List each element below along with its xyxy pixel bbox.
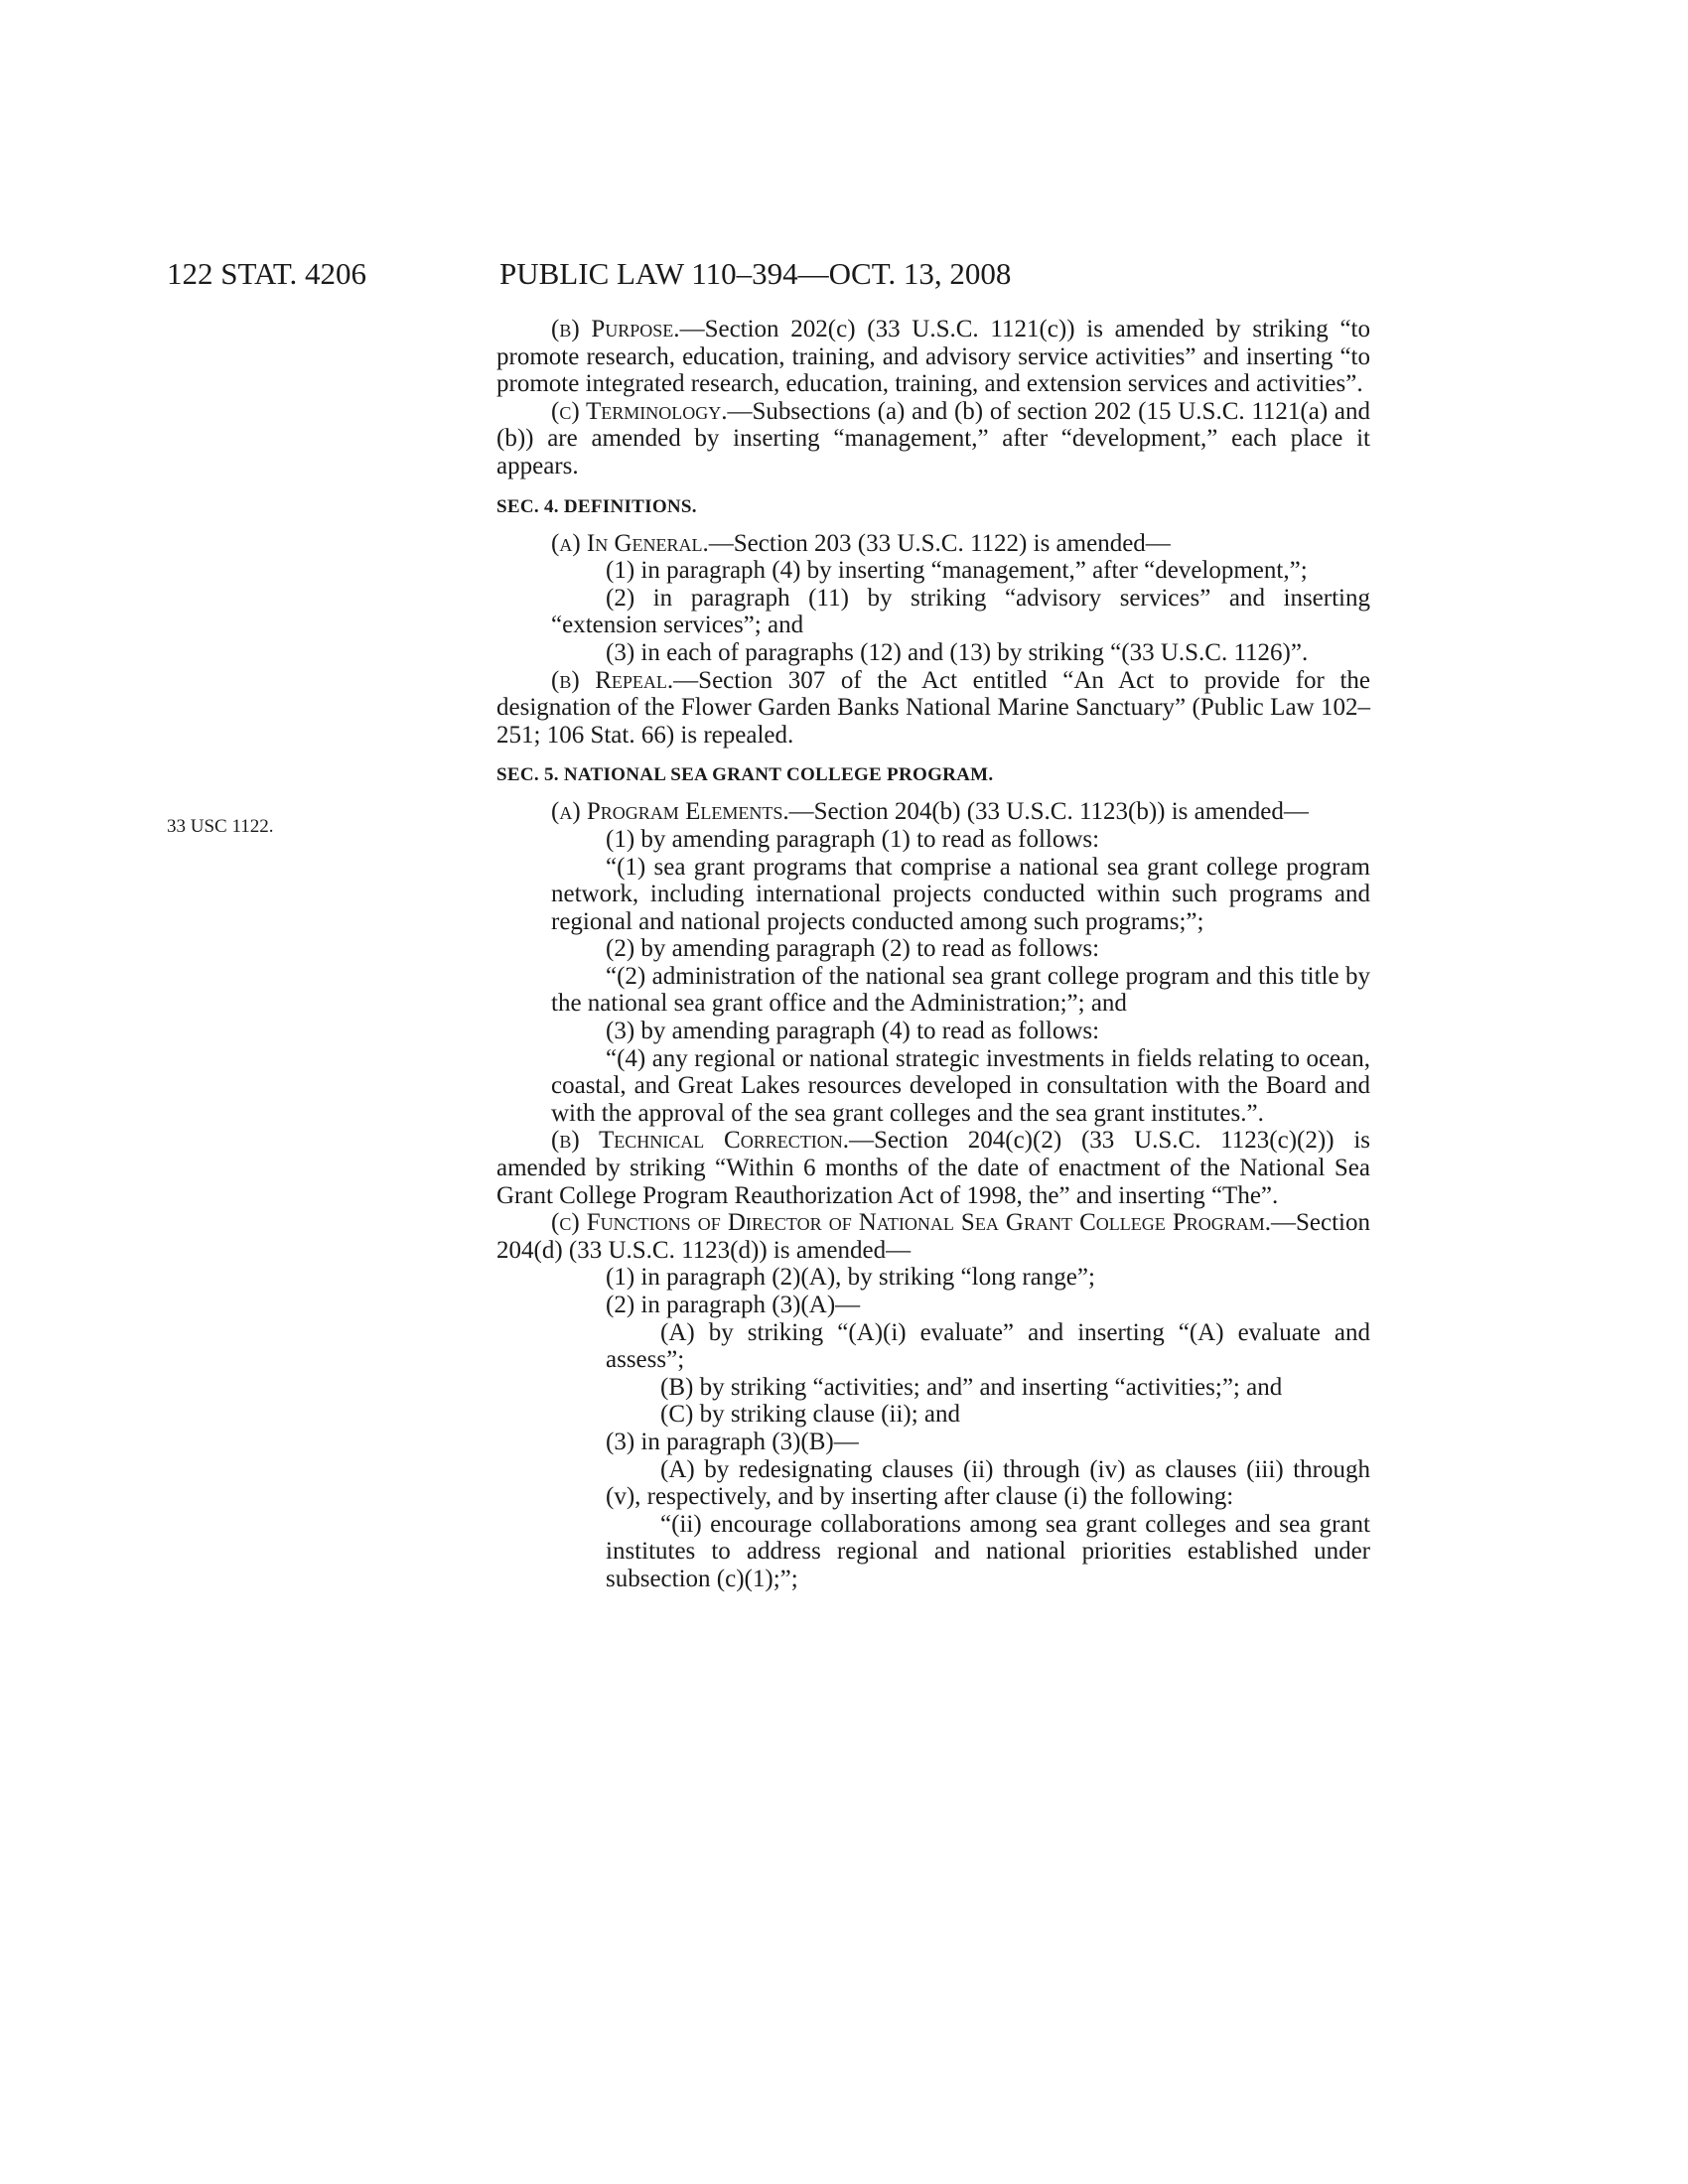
paragraph-functions-of-director <box>496 1209 1370 1264</box>
paragraph-text: —Section 307 of the Act entitled “An Act to provide for the designation of the Flower Garden Banks National Marine Sanctuary” (Public Law 102–251; 106 Stat. 66) is repealed. <box>496 666 1371 749</box>
paragraph-repeal <box>496 667 1370 750</box>
sub-list-item: (A) by striking “(A)(i) evaluate” and inserting “(A) evaluate and assess”; <box>606 1318 1370 1374</box>
subsection-heading: (a) Program Elements. <box>551 798 789 826</box>
paragraph-text: —Section 204(c)(2) (33 U.S.C. 1123(c)(2)) is amended by striking “Within 6 months of the date of enactment of the National Sea Grant College Program Reauthorization Act of 1998, the” and inserting “The”. <box>496 1127 1370 1209</box>
list-item: (3) by amending paragraph (4) to read as follows: <box>606 1018 1100 1045</box>
public-law-title: PUBLIC LAW 110–394—OCT. 13, 2008 <box>499 256 1012 291</box>
quoted-text: “(1) sea grant programs that comprise a national sea grant college program network, including international projects conducted within such programs and regional and national projects conducted among such programs;”; <box>551 853 1370 935</box>
paragraph-terminology <box>496 398 1370 480</box>
paragraph-program-elements <box>496 798 1370 826</box>
section-heading-sea-grant: SEC. 5. NATIONAL SEA GRANT COLLEGE PROGRAM. <box>496 764 994 786</box>
paragraph-text: —Section 204(b) (33 U.S.C. 1123(b)) is amended— <box>788 798 1309 826</box>
paragraph-purpose <box>496 316 1370 398</box>
list-item: (1) in paragraph (2)(A), by striking “long range”; <box>606 1264 1095 1292</box>
list-item: (2) by amending paragraph (2) to read as follows: <box>606 935 1100 963</box>
page-body <box>496 316 1370 1593</box>
list-item: (1) by amending paragraph (1) to read as follows: <box>606 825 1100 853</box>
paragraph-technical-correction <box>496 1127 1370 1209</box>
section-heading-definitions: SEC. 4. DEFINITIONS. <box>496 495 697 517</box>
subsection-heading: (c) Terminology. <box>551 397 728 425</box>
subsection-heading: (b) Repeal. <box>551 666 674 694</box>
sub-list-item: (B) by striking “activities; and” and inserting “activities;”; and <box>660 1373 1283 1401</box>
list-item: (1) in paragraph (4) by inserting “management,” after “development,”; <box>606 557 1308 585</box>
subsection-heading: (b) Purpose. <box>551 316 680 342</box>
list-item: (2) in paragraph (11) by striking “advisory services” and inserting “extension services”; and <box>551 584 1370 639</box>
quoted-text: “(2) administration of the national sea grant college program and this title by the national sea grant office and the Administration;”; and <box>551 962 1370 1018</box>
running-header <box>167 254 1370 294</box>
list-item: (3) in each of paragraphs (12) and (13) by striking “(33 U.S.C. 1126)”. <box>606 638 1309 666</box>
paragraph-text: —Section 204(d) (33 U.S.C. 1123(d)) is amended— <box>496 1209 1370 1264</box>
paragraph-text: —Subsections (a) and (b) of section 202 (15 U.S.C. 1121(a) and (b)) are amended by inserting “management,” after “development,” each place it appears. <box>496 397 1370 479</box>
quoted-text: “(ii) encourage collaborations among sea grant colleges and sea grant institutes to address regional and national priorities established under subsection (c)(1);”; <box>606 1510 1370 1592</box>
paragraph-in-general <box>496 530 1370 558</box>
stat-page-reference: 122 STAT. 4206 <box>167 256 367 291</box>
quoted-text: “(4) any regional or national strategic investments in fields relating to ocean, coastal, and Great Lakes resources developed in consultation with the Board and with the approval of the sea grant colleges and the sea grant institutes.”. <box>551 1044 1370 1127</box>
list-item: (3) in paragraph (3)(B)— <box>606 1428 859 1455</box>
subsection-heading: (c) Functions of Director of National Sea Grant College Program. <box>551 1209 1271 1237</box>
subsection-heading: (b) Technical Correction. <box>551 1127 849 1155</box>
list-item: (2) in paragraph (3)(A)— <box>606 1292 861 1318</box>
subsection-heading: (a) In General. <box>551 529 709 557</box>
sub-list-item: (C) by striking clause (ii); and <box>660 1401 961 1429</box>
paragraph-text: —Section 202(c) (33 U.S.C. 1121(c)) is amended by striking “to promote research, education, training, and advisory service activities” and inserting “to promote integrated research, education, training, and extension services and activities”. <box>496 316 1370 398</box>
sub-list-item: (A) by redesignating clauses (ii) through (iv) as clauses (iii) through (v), respectively, and by inserting after clause (i) the following: <box>606 1455 1370 1511</box>
margin-citation: 33 USC 1122. <box>167 816 274 837</box>
paragraph-text: —Section 203 (33 U.S.C. 1122) is amended— <box>708 529 1171 557</box>
